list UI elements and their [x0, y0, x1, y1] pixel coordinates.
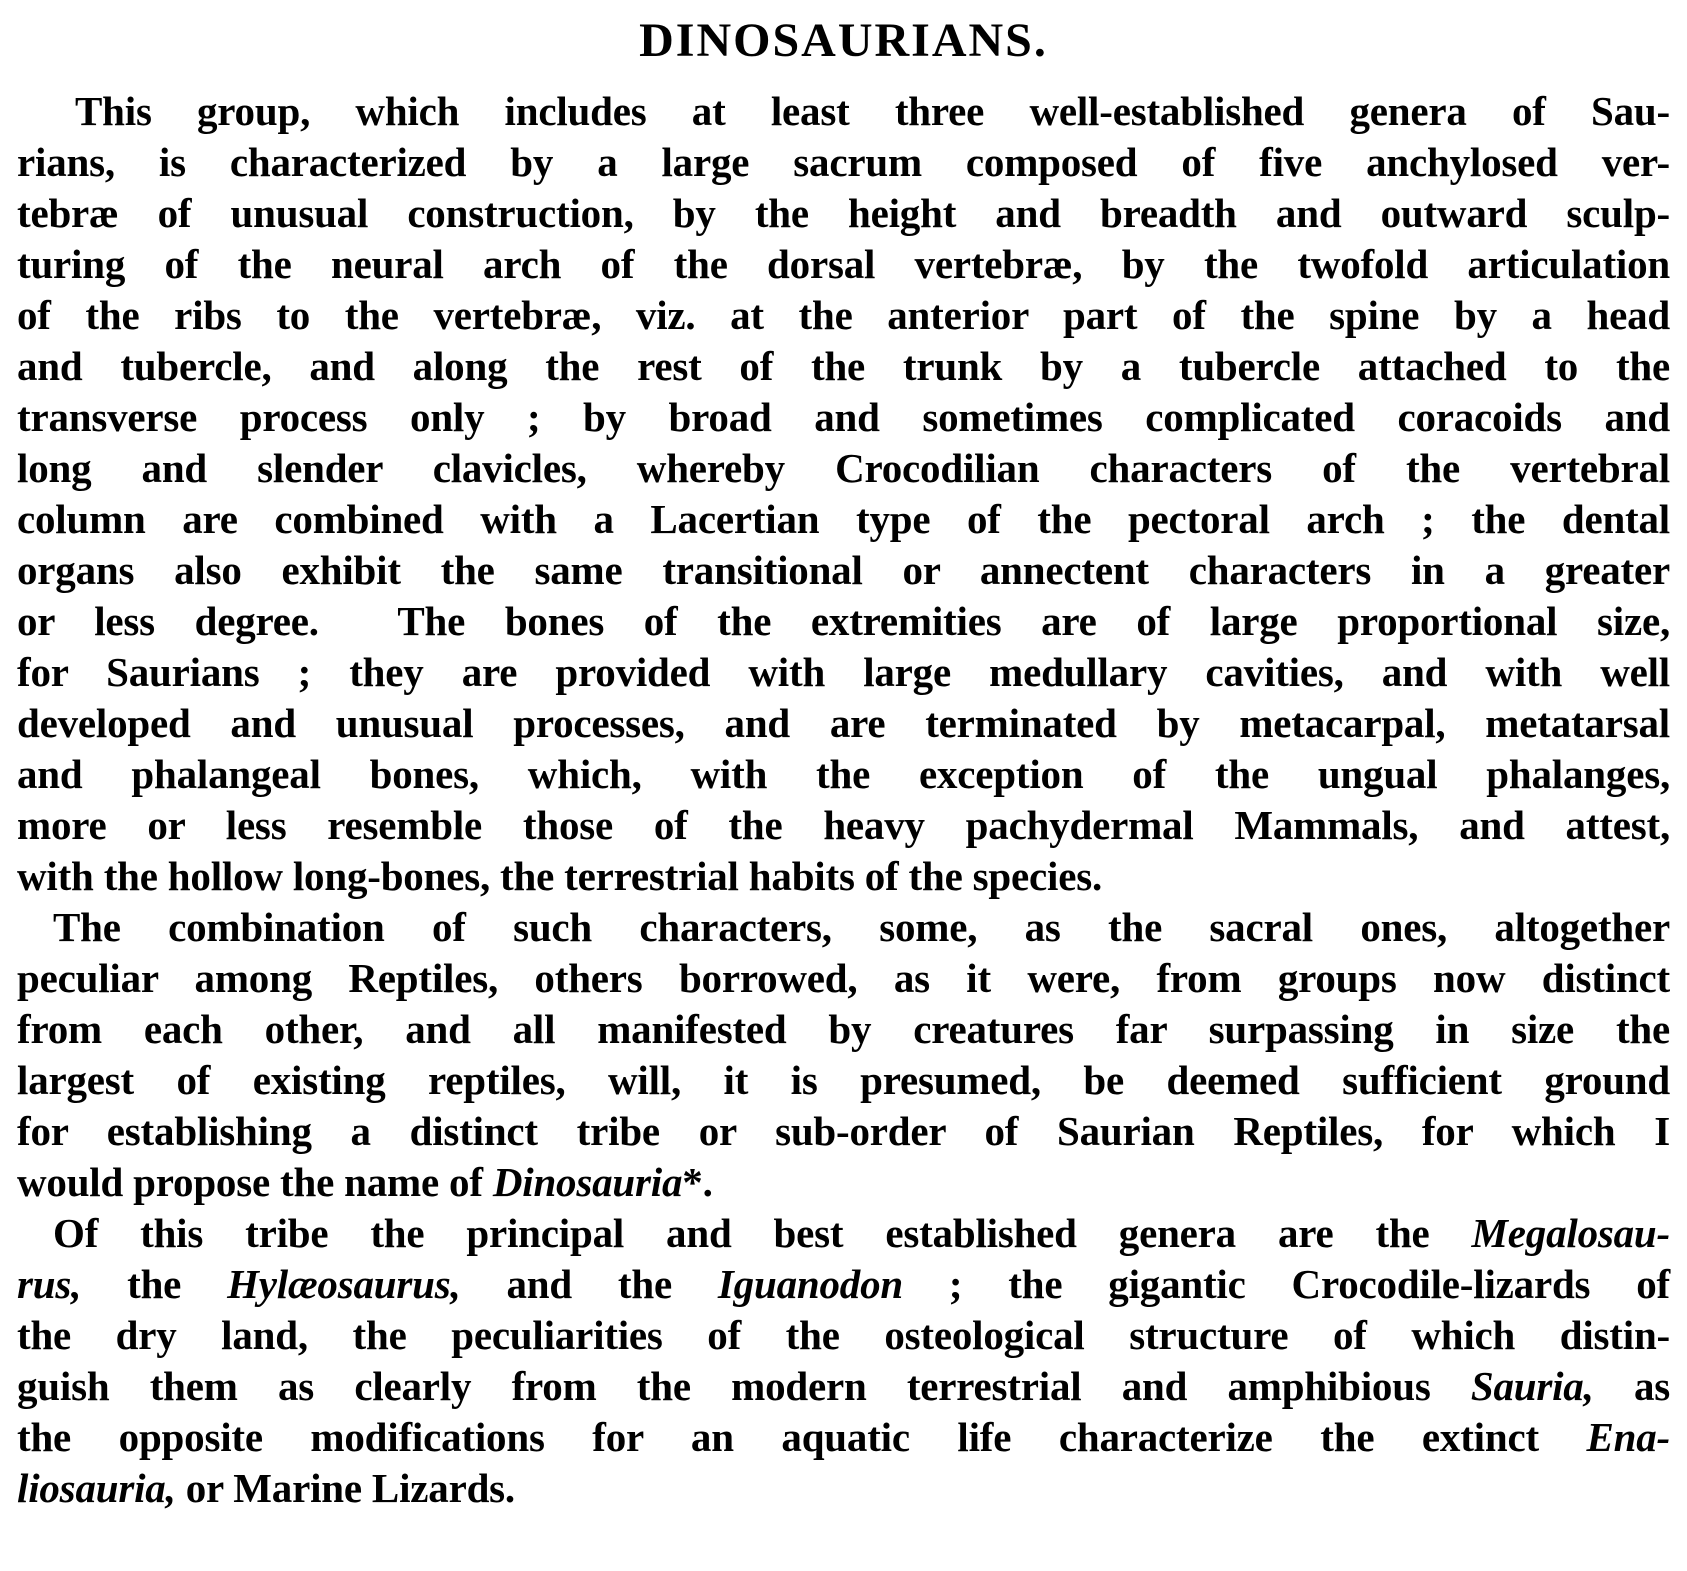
text-line — [17, 596, 1670, 647]
text-line — [17, 545, 1670, 596]
text-segment: column are combined with a Lacertian type of the pectoral arch ; the dental — [17, 496, 1670, 542]
text-segment: and the — [460, 1261, 718, 1307]
text-line — [17, 86, 1670, 137]
text-segment: more or less resemble those of the heavy pachydermal Mammals, and attest, — [17, 802, 1670, 848]
text-line — [17, 1157, 1670, 1208]
text-segment: or Marine Lizards. — [175, 1465, 515, 1511]
text-line — [17, 1208, 1670, 1259]
text-line — [17, 1361, 1670, 1412]
text-line — [17, 1106, 1670, 1157]
italic-text-segment: Ena- — [1586, 1414, 1670, 1460]
italic-text-segment: Hylæosaurus, — [227, 1261, 461, 1307]
text-line — [17, 1055, 1670, 1106]
text-segment: of the ribs to the vertebræ, viz. at the anterior part of the spine by a head — [17, 292, 1670, 338]
text-segment: The combination of such characters, some, as the sacral ones, altogether — [53, 904, 1670, 950]
text-line — [17, 647, 1670, 698]
text-line — [17, 953, 1670, 1004]
italic-text-segment: liosauria, — [17, 1465, 176, 1511]
text-line — [17, 290, 1670, 341]
text-segment: rians, is characterized by a large sacrum composed of five anchylosed ver- — [17, 139, 1670, 185]
text-line — [17, 392, 1670, 443]
italic-text-segment: Sauria, — [1470, 1363, 1594, 1409]
text-line — [17, 851, 1670, 902]
text-segment: peculiar among Reptiles, others borrowed, as it were, from groups now distinct — [17, 955, 1670, 1001]
text-segment: for Saurians ; they are provided with large medullary cavities, and with well — [17, 649, 1670, 695]
text-segment: This group, which includes at least three well-established genera of Sau- — [75, 88, 1670, 134]
text-segment: *. — [682, 1159, 713, 1205]
text-segment: or less degree. The bones of the extremities are of large proportional size, — [17, 598, 1670, 644]
text-line — [17, 341, 1670, 392]
text-segment: organs also exhibit the same transitional or annectent characters in a greater — [17, 547, 1670, 593]
text-segment: the opposite modifications for an aquatic life characterize the extinct — [17, 1414, 1587, 1460]
text-segment: as — [1593, 1363, 1670, 1409]
text-line — [17, 188, 1670, 239]
text-line — [17, 698, 1670, 749]
text-line — [17, 443, 1670, 494]
text-segment: tebræ of unusual construction, by the height and breadth and outward sculp- — [17, 190, 1670, 236]
text-segment: largest of existing reptiles, will, it is presumed, be deemed sufficient ground — [17, 1057, 1670, 1103]
text-segment: transverse process only ; by broad and sometimes complicated coracoids and — [17, 394, 1670, 440]
text-body — [17, 86, 1670, 1514]
text-segment: developed and unusual processes, and are terminated by metacarpal, metatarsal — [17, 700, 1670, 746]
text-line — [17, 1004, 1670, 1055]
italic-text-segment: rus, — [17, 1261, 82, 1307]
text-segment: long and slender clavicles, whereby Crocodilian characters of the vertebral — [17, 445, 1670, 491]
text-segment: the dry land, the peculiarities of the osteological structure of which distin- — [17, 1312, 1670, 1358]
italic-text-segment: Iguanodon — [717, 1261, 903, 1307]
text-line — [17, 1463, 1670, 1514]
text-segment: and tubercle, and along the rest of the trunk by a tubercle attached to the — [17, 343, 1670, 389]
text-line — [17, 902, 1670, 953]
text-line — [17, 1412, 1670, 1463]
italic-text-segment: Dinosauria — [492, 1159, 683, 1205]
text-line — [17, 1259, 1670, 1310]
text-segment: would propose the name of — [17, 1159, 493, 1205]
text-line — [17, 800, 1670, 851]
text-segment: guish them as clearly from the modern terrestrial and amphibious — [17, 1363, 1471, 1409]
text-segment: from each other, and all manifested by creatures far surpassing in size the — [17, 1006, 1670, 1052]
text-segment: for establishing a distinct tribe or sub-order of Saurian Reptiles, for which I — [17, 1108, 1670, 1154]
text-segment: Of this tribe the principal and best established genera are the — [53, 1210, 1472, 1256]
text-segment: turing of the neural arch of the dorsal vertebræ, by the twofold articulation — [17, 241, 1670, 287]
text-segment: ; the gigantic Crocodile-lizards of — [902, 1261, 1670, 1307]
text-segment: with the hollow long-bones, the terrestrial habits of the species. — [17, 853, 1103, 899]
text-line — [17, 749, 1670, 800]
text-line — [17, 1310, 1670, 1361]
italic-text-segment: Megalosau- — [1471, 1210, 1670, 1256]
text-line — [17, 494, 1670, 545]
text-line — [17, 137, 1670, 188]
text-segment: the — [81, 1261, 228, 1307]
text-segment: and phalangeal bones, which, with the exception of the ungual phalanges, — [17, 751, 1670, 797]
text-line — [17, 239, 1670, 290]
page-title: DINOSAURIANS. — [639, 14, 1048, 67]
